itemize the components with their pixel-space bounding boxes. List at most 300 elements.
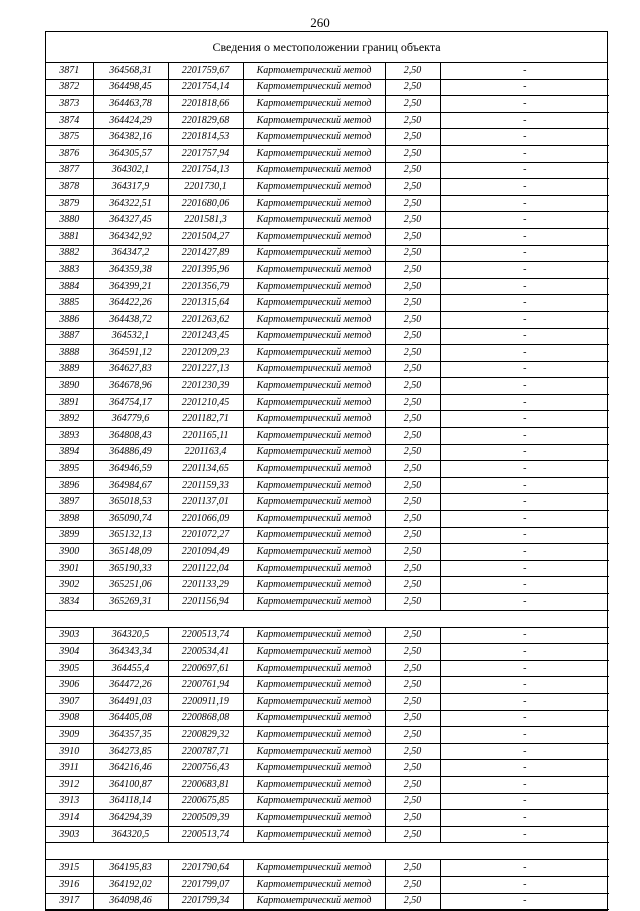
table-row [46,893,609,910]
accuracy-cell: 2,50 [385,428,440,445]
accuracy-cell: 2,50 [385,594,440,611]
description-cell: - [440,328,609,345]
x-coordinate-cell: 365269,31 [93,594,168,611]
point-number-cell: 3915 [46,860,93,877]
y-coordinate-cell: 2201581,3 [168,212,243,229]
x-coordinate-cell: 364463,78 [93,96,168,113]
description-cell: - [440,710,609,727]
accuracy-cell: 2,50 [385,145,440,162]
y-coordinate-cell: 2200829,32 [168,727,243,744]
coordinates-table-body [46,63,609,910]
point-number-cell: 3879 [46,195,93,212]
method-cell: Картометрический метод [243,361,385,378]
method-cell: Картометрический метод [243,311,385,328]
table-row [46,162,609,179]
point-number-cell: 3900 [46,544,93,561]
method-cell: Картометрический метод [243,710,385,727]
table-row [46,394,609,411]
y-coordinate-cell: 2201134,65 [168,461,243,478]
accuracy-cell: 2,50 [385,693,440,710]
accuracy-cell: 2,50 [385,195,440,212]
description-cell: - [440,677,609,694]
y-coordinate-cell: 2201814,53 [168,129,243,146]
description-cell: - [440,179,609,196]
description-cell: - [440,594,609,611]
method-cell: Картометрический метод [243,394,385,411]
table-row [46,760,609,777]
description-cell: - [440,278,609,295]
table-row [46,560,609,577]
point-number-cell: 3874 [46,112,93,129]
method-cell: Картометрический метод [243,411,385,428]
x-coordinate-cell: 364192,02 [93,876,168,893]
method-cell: Картометрический метод [243,295,385,312]
y-coordinate-cell: 2200911,19 [168,693,243,710]
method-cell: Картометрический метод [243,63,385,79]
description-cell: - [440,860,609,877]
description-cell: - [440,79,609,96]
accuracy-cell: 2,50 [385,826,440,843]
table-row [46,743,609,760]
y-coordinate-cell: 2201227,13 [168,361,243,378]
y-coordinate-cell: 2201427,89 [168,245,243,262]
x-coordinate-cell: 364342,92 [93,228,168,245]
separator-cell [46,843,609,860]
accuracy-cell: 2,50 [385,743,440,760]
y-coordinate-cell: 2201210,45 [168,394,243,411]
x-coordinate-cell: 365132,13 [93,527,168,544]
description-cell: - [440,810,609,827]
accuracy-cell: 2,50 [385,710,440,727]
accuracy-cell: 2,50 [385,262,440,279]
separator-cell [46,610,609,627]
accuracy-cell: 2,50 [385,179,440,196]
description-cell: - [440,560,609,577]
page-number: 260 [310,15,330,30]
y-coordinate-cell: 2201165,11 [168,428,243,445]
x-coordinate-cell: 364422,26 [93,295,168,312]
accuracy-cell: 2,50 [385,311,440,328]
x-coordinate-cell: 365148,09 [93,544,168,561]
method-cell: Картометрический метод [243,594,385,611]
description-cell: - [440,378,609,395]
accuracy-cell: 2,50 [385,477,440,494]
table-row [46,361,609,378]
method-cell: Картометрический метод [243,245,385,262]
point-number-cell: 3912 [46,776,93,793]
description-cell: - [440,345,609,362]
x-coordinate-cell: 364808,43 [93,428,168,445]
method-cell: Картометрический метод [243,776,385,793]
method-cell: Картометрический метод [243,262,385,279]
table-row [46,644,609,661]
x-coordinate-cell: 364382,16 [93,129,168,146]
table-row [46,378,609,395]
point-number-cell: 3897 [46,494,93,511]
x-coordinate-cell: 364343,34 [93,644,168,661]
method-cell: Картометрический метод [243,511,385,528]
method-cell: Картометрический метод [243,461,385,478]
x-coordinate-cell: 364320,5 [93,826,168,843]
y-coordinate-cell: 2201133,29 [168,577,243,594]
table-row [46,179,609,196]
point-number-cell: 3875 [46,129,93,146]
method-cell: Картометрический метод [243,826,385,843]
method-cell: Картометрический метод [243,743,385,760]
description-cell: - [440,743,609,760]
table-row [46,810,609,827]
point-number-cell: 3917 [46,893,93,910]
accuracy-cell: 2,50 [385,228,440,245]
description-cell: - [440,826,609,843]
table-row [46,328,609,345]
x-coordinate-cell: 365251,06 [93,577,168,594]
description-cell: - [440,461,609,478]
y-coordinate-cell: 2200509,39 [168,810,243,827]
description-cell: - [440,644,609,661]
y-coordinate-cell: 2200761,94 [168,677,243,694]
table-row [46,345,609,362]
y-coordinate-cell: 2201754,14 [168,79,243,96]
description-cell: - [440,228,609,245]
description-cell: - [440,544,609,561]
description-cell: - [440,195,609,212]
point-number-cell: 3893 [46,428,93,445]
table-row [46,112,609,129]
x-coordinate-cell: 364118,14 [93,793,168,810]
table-row [46,212,609,229]
point-number-cell: 3887 [46,328,93,345]
description-cell: - [440,577,609,594]
accuracy-cell: 2,50 [385,893,440,910]
table-row [46,594,609,611]
point-number-cell: 3906 [46,677,93,694]
y-coordinate-cell: 2200868,08 [168,710,243,727]
method-cell: Картометрический метод [243,179,385,196]
method-cell: Картометрический метод [243,444,385,461]
point-number-cell: 3888 [46,345,93,362]
accuracy-cell: 2,50 [385,876,440,893]
point-number-cell: 3872 [46,79,93,96]
accuracy-cell: 2,50 [385,660,440,677]
y-coordinate-cell: 2201790,64 [168,860,243,877]
point-number-cell: 3909 [46,727,93,744]
x-coordinate-cell: 364357,35 [93,727,168,744]
accuracy-cell: 2,50 [385,444,440,461]
accuracy-cell: 2,50 [385,793,440,810]
method-cell: Картометрический метод [243,378,385,395]
point-number-cell: 3904 [46,644,93,661]
x-coordinate-cell: 364568,31 [93,63,168,79]
method-cell: Картометрический метод [243,129,385,146]
method-cell: Картометрический метод [243,760,385,777]
table-row [46,311,609,328]
method-cell: Картометрический метод [243,162,385,179]
table-row [46,511,609,528]
method-cell: Картометрический метод [243,228,385,245]
description-cell: - [440,494,609,511]
point-number-cell: 3914 [46,810,93,827]
accuracy-cell: 2,50 [385,644,440,661]
x-coordinate-cell: 364195,83 [93,860,168,877]
group-separator [46,843,609,860]
method-cell: Картометрический метод [243,560,385,577]
x-coordinate-cell: 364591,12 [93,345,168,362]
description-cell: - [440,893,609,910]
point-number-cell: 3895 [46,461,93,478]
method-cell: Картометрический метод [243,345,385,362]
description-cell: - [440,162,609,179]
point-number-cell: 3896 [46,477,93,494]
accuracy-cell: 2,50 [385,361,440,378]
point-number-cell: 3907 [46,693,93,710]
accuracy-cell: 2,50 [385,461,440,478]
description-cell: - [440,212,609,229]
accuracy-cell: 2,50 [385,677,440,694]
y-coordinate-cell: 2200534,41 [168,644,243,661]
y-coordinate-cell: 2201122,04 [168,560,243,577]
table-row [46,860,609,877]
description-cell: - [440,876,609,893]
y-coordinate-cell: 2201356,79 [168,278,243,295]
table-row [46,411,609,428]
method-cell: Картометрический метод [243,644,385,661]
method-cell: Картометрический метод [243,544,385,561]
accuracy-cell: 2,50 [385,328,440,345]
point-number-cell: 3878 [46,179,93,196]
y-coordinate-cell: 2201818,66 [168,96,243,113]
x-coordinate-cell: 364294,39 [93,810,168,827]
y-coordinate-cell: 2201263,62 [168,311,243,328]
accuracy-cell: 2,50 [385,494,440,511]
point-number-cell: 3891 [46,394,93,411]
table-row [46,627,609,644]
x-coordinate-cell: 364317,9 [93,179,168,196]
point-number-cell: 3913 [46,793,93,810]
point-number-cell: 3873 [46,96,93,113]
table-row [46,295,609,312]
table-row [46,710,609,727]
y-coordinate-cell: 2200787,71 [168,743,243,760]
description-cell: - [440,63,609,79]
description-cell: - [440,627,609,644]
description-cell: - [440,793,609,810]
point-number-cell: 3871 [46,63,93,79]
x-coordinate-cell: 364098,46 [93,893,168,910]
table-row [46,544,609,561]
description-cell: - [440,727,609,744]
table-title: Сведения о местоположении границ объекта [46,32,607,63]
boundary-table-sheet [45,31,608,911]
accuracy-cell: 2,50 [385,776,440,793]
y-coordinate-cell: 2201163,4 [168,444,243,461]
y-coordinate-cell: 2201137,01 [168,494,243,511]
x-coordinate-cell: 364438,72 [93,311,168,328]
x-coordinate-cell: 364359,38 [93,262,168,279]
table-row [46,428,609,445]
method-cell: Картометрический метод [243,810,385,827]
accuracy-cell: 2,50 [385,212,440,229]
y-coordinate-cell: 2201799,07 [168,876,243,893]
method-cell: Картометрический метод [243,477,385,494]
description-cell: - [440,262,609,279]
x-coordinate-cell: 364627,83 [93,361,168,378]
accuracy-cell: 2,50 [385,627,440,644]
point-number-cell: 3884 [46,278,93,295]
table-row [46,63,609,79]
table-row [46,776,609,793]
x-coordinate-cell: 364491,03 [93,693,168,710]
method-cell: Картометрический метод [243,145,385,162]
y-coordinate-cell: 2201315,64 [168,295,243,312]
table-row [46,660,609,677]
x-coordinate-cell: 364946,59 [93,461,168,478]
description-cell: - [440,411,609,428]
x-coordinate-cell: 364754,17 [93,394,168,411]
description-cell: - [440,245,609,262]
x-coordinate-cell: 364399,21 [93,278,168,295]
description-cell: - [440,428,609,445]
description-cell: - [440,145,609,162]
accuracy-cell: 2,50 [385,79,440,96]
x-coordinate-cell: 364984,67 [93,477,168,494]
description-cell: - [440,660,609,677]
description-cell: - [440,112,609,129]
y-coordinate-cell: 2201094,49 [168,544,243,561]
accuracy-cell: 2,50 [385,278,440,295]
x-coordinate-cell: 364532,1 [93,328,168,345]
method-cell: Картометрический метод [243,876,385,893]
y-coordinate-cell: 2201209,23 [168,345,243,362]
point-number-cell: 3834 [46,594,93,611]
x-coordinate-cell: 364347,2 [93,245,168,262]
method-cell: Картометрический метод [243,693,385,710]
x-coordinate-cell: 364305,57 [93,145,168,162]
point-number-cell: 3886 [46,311,93,328]
method-cell: Картометрический метод [243,96,385,113]
description-cell: - [440,394,609,411]
table-row [46,145,609,162]
method-cell: Картометрический метод [243,278,385,295]
x-coordinate-cell: 364455,4 [93,660,168,677]
table-row [46,245,609,262]
point-number-cell: 3876 [46,145,93,162]
accuracy-cell: 2,50 [385,544,440,561]
accuracy-cell: 2,50 [385,162,440,179]
method-cell: Картометрический метод [243,212,385,229]
x-coordinate-cell: 364302,1 [93,162,168,179]
table-row [46,876,609,893]
table-row [46,727,609,744]
y-coordinate-cell: 2201829,68 [168,112,243,129]
accuracy-cell: 2,50 [385,411,440,428]
y-coordinate-cell: 2201759,67 [168,63,243,79]
point-number-cell: 3885 [46,295,93,312]
table-row [46,826,609,843]
point-number-cell: 3882 [46,245,93,262]
point-number-cell: 3877 [46,162,93,179]
method-cell: Картометрический метод [243,727,385,744]
point-number-cell: 3908 [46,710,93,727]
point-number-cell: 3883 [46,262,93,279]
point-number-cell: 3880 [46,212,93,229]
point-number-cell: 3901 [46,560,93,577]
x-coordinate-cell: 364273,85 [93,743,168,760]
y-coordinate-cell: 2200756,43 [168,760,243,777]
x-coordinate-cell: 365190,33 [93,560,168,577]
accuracy-cell: 2,50 [385,727,440,744]
point-number-cell: 3905 [46,660,93,677]
table-row [46,477,609,494]
x-coordinate-cell: 364498,45 [93,79,168,96]
method-cell: Картометрический метод [243,428,385,445]
y-coordinate-cell: 2201159,33 [168,477,243,494]
x-coordinate-cell: 365090,74 [93,511,168,528]
table-row [46,793,609,810]
method-cell: Картометрический метод [243,627,385,644]
table-row [46,444,609,461]
x-coordinate-cell: 364405,08 [93,710,168,727]
y-coordinate-cell: 2201182,71 [168,411,243,428]
y-coordinate-cell: 2201754,13 [168,162,243,179]
y-coordinate-cell: 2200675,85 [168,793,243,810]
table-row [46,79,609,96]
description-cell: - [440,444,609,461]
x-coordinate-cell: 364678,96 [93,378,168,395]
y-coordinate-cell: 2201230,39 [168,378,243,395]
y-coordinate-cell: 2200683,81 [168,776,243,793]
x-coordinate-cell: 364472,26 [93,677,168,694]
x-coordinate-cell: 364100,87 [93,776,168,793]
y-coordinate-cell: 2201066,09 [168,511,243,528]
accuracy-cell: 2,50 [385,63,440,79]
method-cell: Картометрический метод [243,494,385,511]
point-number-cell: 3892 [46,411,93,428]
x-coordinate-cell: 364216,46 [93,760,168,777]
table-row [46,228,609,245]
accuracy-cell: 2,50 [385,295,440,312]
group-separator [46,610,609,627]
y-coordinate-cell: 2201799,34 [168,893,243,910]
description-cell: - [440,311,609,328]
point-number-cell: 3903 [46,826,93,843]
accuracy-cell: 2,50 [385,112,440,129]
description-cell: - [440,527,609,544]
table-row [46,262,609,279]
coordinates-table [46,63,609,910]
table-row [46,195,609,212]
x-coordinate-cell: 364424,29 [93,112,168,129]
description-cell: - [440,96,609,113]
point-number-cell: 3889 [46,361,93,378]
accuracy-cell: 2,50 [385,394,440,411]
method-cell: Картометрический метод [243,860,385,877]
table-row [46,527,609,544]
y-coordinate-cell: 2200513,74 [168,826,243,843]
method-cell: Картометрический метод [243,677,385,694]
accuracy-cell: 2,50 [385,245,440,262]
x-coordinate-cell: 364886,49 [93,444,168,461]
point-number-cell: 3903 [46,627,93,644]
method-cell: Картометрический метод [243,112,385,129]
y-coordinate-cell: 2200697,61 [168,660,243,677]
table-row [46,577,609,594]
method-cell: Картометрический метод [243,527,385,544]
table-row [46,278,609,295]
point-number-cell: 3890 [46,378,93,395]
y-coordinate-cell: 2201680,06 [168,195,243,212]
accuracy-cell: 2,50 [385,378,440,395]
